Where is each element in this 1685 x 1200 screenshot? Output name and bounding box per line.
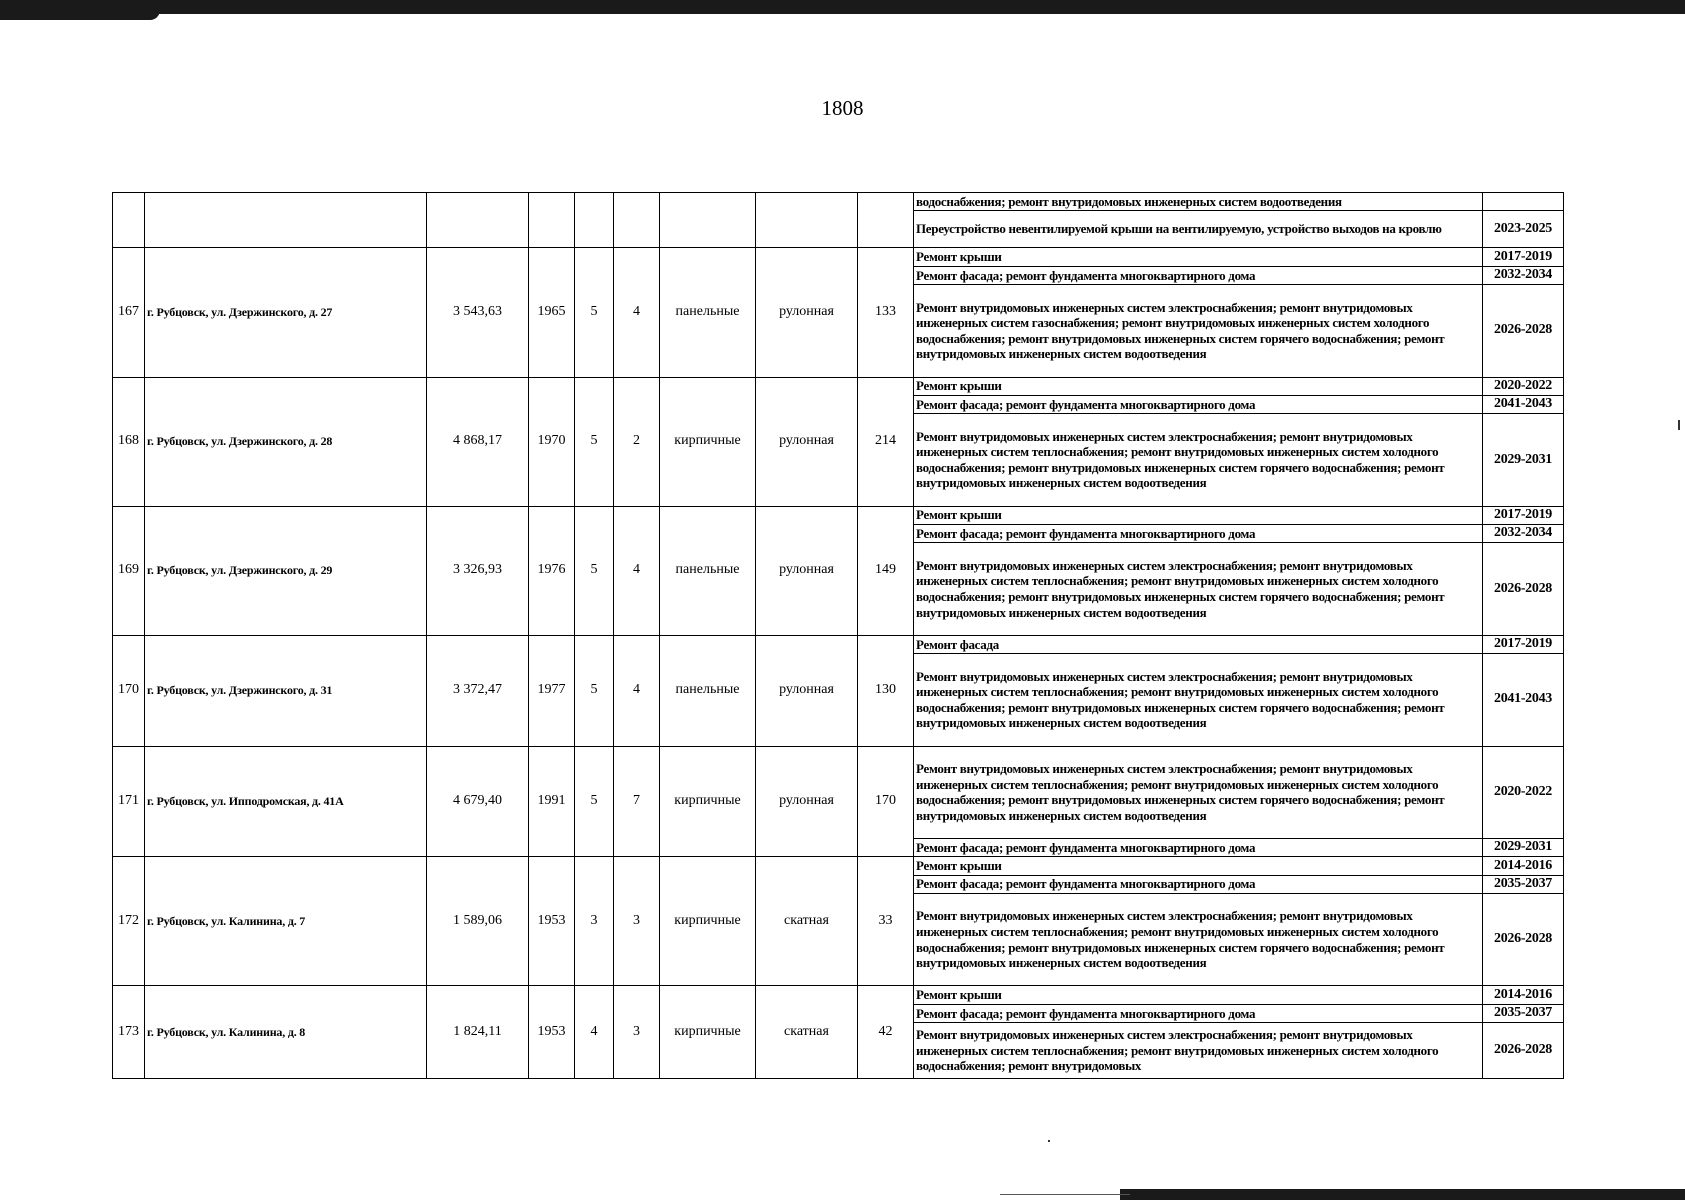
cell-walls: кирпичные xyxy=(660,986,756,1079)
cell-area-empty xyxy=(427,193,529,248)
cell-entrances: 3 xyxy=(614,857,660,986)
cell-roof: рулонная xyxy=(756,377,858,506)
cell-area: 4 679,40 xyxy=(427,746,529,857)
cell-work: Переустройство невентилируемой крыши на вентилируемую, устройство выходов на кровлю xyxy=(914,210,1483,248)
cell-roof-empty xyxy=(756,193,858,248)
table-row xyxy=(113,506,1564,524)
cell-area: 3 372,47 xyxy=(427,635,529,746)
cell-entrances: 7 xyxy=(614,746,660,857)
cell-work: водоснабжения; ремонт внутридомовых инженерных систем водоотведения xyxy=(914,193,1483,211)
cell-period: 2020-2022 xyxy=(1483,746,1564,839)
table-row xyxy=(113,193,1564,211)
table-body xyxy=(113,193,1564,1079)
cell-entrances: 2 xyxy=(614,377,660,506)
cell-period: 2023-2025 xyxy=(1483,210,1564,248)
cell-num: 173 xyxy=(113,986,145,1079)
repair-schedule-table xyxy=(112,192,1564,1079)
cell-floors: 5 xyxy=(575,377,614,506)
cell-work: Ремонт крыши xyxy=(914,857,1483,875)
table-row xyxy=(113,746,1564,839)
cell-year: 1977 xyxy=(529,635,575,746)
scan-line-bottom xyxy=(1000,1194,1130,1195)
cell-entrances: 3 xyxy=(614,986,660,1079)
cell-residents: 149 xyxy=(858,506,914,635)
cell-work: Ремонт фасада; ремонт фундамента многоквартирного дома xyxy=(914,524,1483,542)
cell-work: Ремонт крыши xyxy=(914,248,1483,266)
cell-walls: кирпичные xyxy=(660,377,756,506)
cell-walls-empty xyxy=(660,193,756,248)
table-row xyxy=(113,986,1564,1004)
cell-floors-empty xyxy=(575,193,614,248)
cell-work: Ремонт внутридомовых инженерных систем электроснабжения; ремонт внутридомовых инженерных систем теплоснабжения; ремонт внутридомовых инженерных систем холодного водоснабжения; ремонт внутридомовых инженерных систем горячего водоснабжения; ремонт внутридомовых инженерных систем водоотведения xyxy=(914,543,1483,636)
cell-residents: 130 xyxy=(858,635,914,746)
table-row xyxy=(113,377,1564,395)
cell-floors: 3 xyxy=(575,857,614,986)
cell-work: Ремонт фасада; ремонт фундамента многоквартирного дома xyxy=(914,1004,1483,1022)
scan-border-top xyxy=(0,0,1685,14)
cell-entrances: 4 xyxy=(614,635,660,746)
cell-address: г. Рубцовск, ул. Калинина, д. 7 xyxy=(145,857,427,986)
cell-year: 1970 xyxy=(529,377,575,506)
cell-work: Ремонт фасада; ремонт фундамента многоквартирного дома xyxy=(914,839,1483,857)
cell-roof: рулонная xyxy=(756,506,858,635)
cell-period: 2017-2019 xyxy=(1483,506,1564,524)
cell-period: 2026-2028 xyxy=(1483,893,1564,986)
cell-floors: 5 xyxy=(575,248,614,377)
cell-entrances: 4 xyxy=(614,506,660,635)
cell-address: г. Рубцовск, ул. Дзержинского, д. 28 xyxy=(145,377,427,506)
scan-border-bottom xyxy=(1120,1189,1685,1200)
scan-speck xyxy=(1048,1140,1050,1142)
cell-address: г. Рубцовск, ул. Дзержинского, д. 29 xyxy=(145,506,427,635)
cell-roof: скатная xyxy=(756,986,858,1079)
cell-work: Ремонт крыши xyxy=(914,986,1483,1004)
cell-work: Ремонт внутридомовых инженерных систем электроснабжения; ремонт внутридомовых инженерных систем газоснабжения; ремонт внутридомовых инженерных систем холодного водоснабжения; ремонт внутридомовых инженерных систем горячего водоснабжения; ремонт внутридомовых инженерных систем водоотведения xyxy=(914,285,1483,378)
cell-walls: панельные xyxy=(660,248,756,377)
cell-area: 3 543,63 xyxy=(427,248,529,377)
cell-work: Ремонт фасада xyxy=(914,635,1483,653)
cell-period: 2029-2031 xyxy=(1483,839,1564,857)
cell-floors: 5 xyxy=(575,506,614,635)
cell-period xyxy=(1483,193,1564,211)
cell-area: 3 326,93 xyxy=(427,506,529,635)
cell-floors: 5 xyxy=(575,746,614,857)
cell-address: г. Рубцовск, ул. Дзержинского, д. 31 xyxy=(145,635,427,746)
cell-work: Ремонт фасада; ремонт фундамента многоквартирного дома xyxy=(914,875,1483,893)
cell-num: 170 xyxy=(113,635,145,746)
cell-period: 2017-2019 xyxy=(1483,248,1564,266)
cell-num: 171 xyxy=(113,746,145,857)
cell-period: 2026-2028 xyxy=(1483,285,1564,378)
cell-num: 168 xyxy=(113,377,145,506)
cell-work: Ремонт внутридомовых инженерных систем электроснабжения; ремонт внутридомовых инженерных систем теплоснабжения; ремонт внутридомовых инженерных систем холодного водоснабжения; ремонт внутридомовых инженерных систем горячего водоснабжения; ремонт внутридомовых инженерных систем водоотведения xyxy=(914,414,1483,507)
cell-work: Ремонт фасада; ремонт фундамента многоквартирного дома xyxy=(914,266,1483,284)
cell-num: 172 xyxy=(113,857,145,986)
cell-num: 169 xyxy=(113,506,145,635)
cell-period: 2032-2034 xyxy=(1483,524,1564,542)
cell-period: 2017-2019 xyxy=(1483,635,1564,653)
cell-period: 2020-2022 xyxy=(1483,377,1564,395)
cell-work: Ремонт внутридомовых инженерных систем электроснабжения; ремонт внутридомовых инженерных систем теплоснабжения; ремонт внутридомовых инженерных систем холодного водоснабжения; ремонт внутридомовых инженерных систем горячего водоснабжения; ремонт внутридомовых инженерных систем водоотведения xyxy=(914,746,1483,839)
cell-year: 1991 xyxy=(529,746,575,857)
cell-period: 2026-2028 xyxy=(1483,543,1564,636)
cell-year: 1976 xyxy=(529,506,575,635)
cell-residents: 133 xyxy=(858,248,914,377)
cell-period: 2041-2043 xyxy=(1483,395,1564,413)
cell-period: 2026-2028 xyxy=(1483,1022,1564,1078)
table-row xyxy=(113,857,1564,875)
cell-residents: 214 xyxy=(858,377,914,506)
cell-period: 2029-2031 xyxy=(1483,414,1564,507)
cell-entrances-empty xyxy=(614,193,660,248)
cell-residents-empty xyxy=(858,193,914,248)
page-number: 1808 xyxy=(821,96,864,120)
cell-year: 1965 xyxy=(529,248,575,377)
cell-walls: панельные xyxy=(660,506,756,635)
cell-address: г. Рубцовск, ул. Дзержинского, д. 27 xyxy=(145,248,427,377)
cell-period: 2035-2037 xyxy=(1483,875,1564,893)
cell-residents: 42 xyxy=(858,986,914,1079)
cell-walls: кирпичные xyxy=(660,857,756,986)
cell-year-empty xyxy=(529,193,575,248)
table-row xyxy=(113,248,1564,266)
table-row xyxy=(113,635,1564,653)
cell-residents: 170 xyxy=(858,746,914,857)
cell-period: 2035-2037 xyxy=(1483,1004,1564,1022)
cell-floors: 4 xyxy=(575,986,614,1079)
cell-period: 2041-2043 xyxy=(1483,654,1564,747)
cell-entrances: 4 xyxy=(614,248,660,377)
cell-walls: панельные xyxy=(660,635,756,746)
cell-area: 1 824,11 xyxy=(427,986,529,1079)
cell-roof: скатная xyxy=(756,857,858,986)
cell-num-empty xyxy=(113,193,145,248)
cell-residents: 33 xyxy=(858,857,914,986)
cell-address-empty xyxy=(145,193,427,248)
cell-roof: рулонная xyxy=(756,746,858,857)
cell-num: 167 xyxy=(113,248,145,377)
cell-address: г. Рубцовск, ул. Калинина, д. 8 xyxy=(145,986,427,1079)
cell-roof: рулонная xyxy=(756,635,858,746)
cell-work: Ремонт фасада; ремонт фундамента многоквартирного дома xyxy=(914,395,1483,413)
cell-period: 2014-2016 xyxy=(1483,857,1564,875)
cell-address: г. Рубцовск, ул. Ипподромская, д. 41А xyxy=(145,746,427,857)
cell-roof: рулонная xyxy=(756,248,858,377)
scan-border-top-left xyxy=(0,10,160,20)
cell-year: 1953 xyxy=(529,857,575,986)
cell-work: Ремонт крыши xyxy=(914,506,1483,524)
cell-work: Ремонт внутридомовых инженерных систем электроснабжения; ремонт внутридомовых инженерных систем теплоснабжения; ремонт внутридомовых инженерных систем холодного водоснабжения; ремонт внутридомовых инженерных систем горячего водоснабжения; ремонт внутридомовых инженерных систем водоотведения xyxy=(914,893,1483,986)
cell-work: Ремонт внутридомовых инженерных систем электроснабжения; ремонт внутридомовых инженерных систем теплоснабжения; ремонт внутридомовых инженерных систем холодного водоснабжения; ремонт внутридомовых инженерных систем горячего водоснабжения; ремонт внутридомовых инженерных систем водоотведения xyxy=(914,654,1483,747)
cell-floors: 5 xyxy=(575,635,614,746)
cell-period: 2032-2034 xyxy=(1483,266,1564,284)
scan-edge-mark xyxy=(1678,420,1680,430)
cell-area: 4 868,17 xyxy=(427,377,529,506)
cell-area: 1 589,06 xyxy=(427,857,529,986)
cell-year: 1953 xyxy=(529,986,575,1079)
cell-walls: кирпичные xyxy=(660,746,756,857)
cell-work: Ремонт внутридомовых инженерных систем электроснабжения; ремонт внутридомовых инженерных систем теплоснабжения; ремонт внутридомовых инженерных систем холодного водоснабжения; ремонт внутридомовых xyxy=(914,1022,1483,1078)
cell-work: Ремонт крыши xyxy=(914,377,1483,395)
cell-period: 2014-2016 xyxy=(1483,986,1564,1004)
